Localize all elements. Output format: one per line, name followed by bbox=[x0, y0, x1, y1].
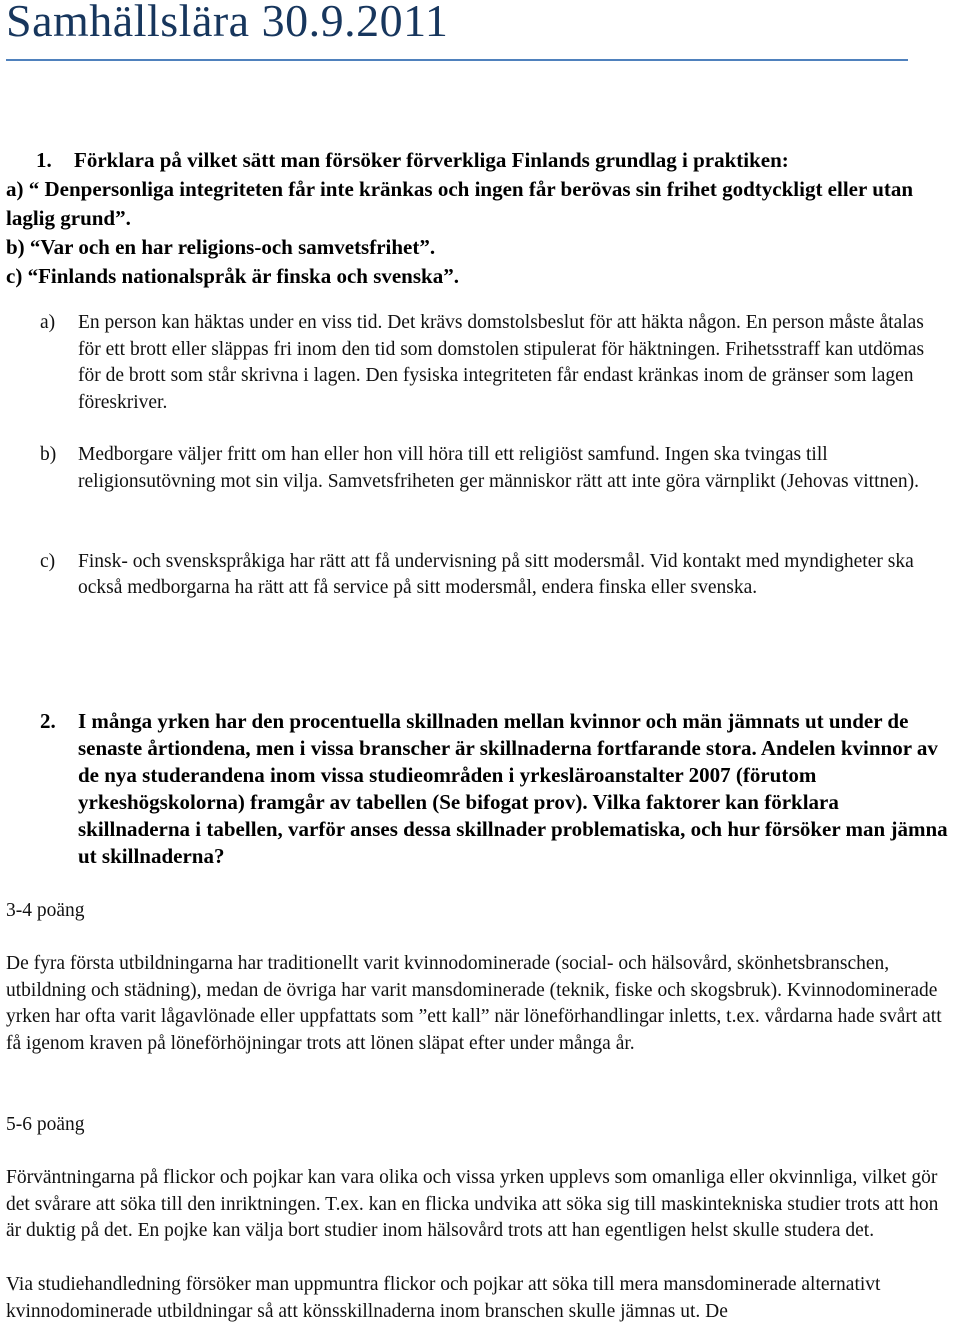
section-3-4-text: De fyra första utbildningarna har traditionellt varit kvinnodominerade (social- och hälsovård, skönhetsbranschen, utbildning och städning), medan de övriga har varit mansdominerade (teknik, fiske och skogsbruk). Kvinnodominerade yrken har ofta varit lågavlönade eller uppfattats som ”ett kall” när löneförhandlingar inletts, t.ex. vårdarna hade svårt att få igenom kraven på löneförhöjningar trots att lönen släpat efter under många år. bbox=[6, 953, 942, 1054]
question-2-text: I många yrken har den procentuella skillnaden mellan kvinnor och män jämnats ut under de senaste årtiondena, men i vissa branscher är skillnaderna fortfarande stora. Andelen kvinnor av de nya studerandena inom vissa studieområden i yrkesläroanstalter 2007 (förutom yrkeshögskolorna) framgår av tabellen (Se bifogat prov). Vilka faktorer kan förklara skillnaderna i tabellen, varför anses dessa skillnader problematiska, och hur försöker man jämna ut skillnaderna? bbox=[78, 709, 948, 868]
answer-a bbox=[40, 310, 950, 416]
answer-b-text: Medborgare väljer fritt om han eller hon vill höra till ett religiöst samfund. Ingen ska tvingas till religionsutövning mot sin vilja. Samvetsfriheten ger människor rätt att inte göra värnplikt (Jehovas vittnen). bbox=[78, 444, 920, 492]
question-1-answers bbox=[40, 310, 950, 602]
question-2-number: 2. bbox=[40, 709, 56, 733]
question-1-prompt: Förklara på vilket sätt man försöker förverkliga Finlands grundlag i praktiken: bbox=[74, 148, 789, 172]
page-title: Samhällslära 30.9.2011 bbox=[6, 0, 449, 46]
section-5-6-text-2: Via studiehandledning försöker man uppmuntra flickor och pojkar att söka till mera mansdominerade alternativt kvinnodominerade utbildningar så att könsskillnaderna inom branschen skulle jämnas ut. De bbox=[6, 1274, 881, 1322]
section-5-6-heading: 5-6 poäng bbox=[6, 1114, 85, 1135]
answer-c-label: c) bbox=[40, 550, 56, 572]
question-1-line-b: b) “Var och en har religions-och samvetsfrihet”. bbox=[6, 235, 436, 259]
section-3-4-heading: 3-4 poäng bbox=[6, 900, 85, 921]
answer-b bbox=[40, 442, 950, 495]
question-1 bbox=[6, 146, 946, 291]
question-1-line-c: c) “Finlands nationalspråk är finska och svenska”. bbox=[6, 264, 459, 288]
answer-a-text: En person kan häktas under en viss tid. Det krävs domstolsbeslut för att häkta någon. En person måste åtalas för ett brott eller släppas fri inom den tid som domstolen stipulerat för häktningen. Frihetsstraff kan utdömas för de brott som står skrivna i lagen. Den fysiska integriteten får endast kränkas inom de gränser som lagen föreskriver. bbox=[78, 312, 925, 413]
question-1-line-a: a) “ Denpersonliga integriteten får inte kränkas och ingen får berövas sin frihet godtyckligt eller utan laglig grund”. bbox=[6, 177, 914, 230]
question-1-number: 1. bbox=[36, 148, 52, 172]
question-2 bbox=[40, 708, 955, 870]
answer-b-label: b) bbox=[40, 444, 57, 466]
section-5-6-text-1: Förväntningarna på flickor och pojkar kan vara olika och vissa yrken upplevs som omanliga eller okvinnliga, vilket gör det svårare att söka till den inriktningen. T.ex. kan en flicka undvika att söka sig till maskintekniska studier trots att hon är duktig på det. En pojke kan välja bort studier inom hälsovård trots att han egentligen helst skulle studera det. bbox=[6, 1167, 939, 1242]
question-1-line-1 bbox=[6, 146, 946, 175]
answer-c bbox=[40, 549, 950, 602]
title-underline bbox=[6, 59, 908, 61]
answer-a-label: a) bbox=[40, 312, 56, 333]
answer-c-text: Finsk- och svenskspråkiga har rätt att få undervisning på sitt modersmål. Vid kontakt med myndigheter ska också medborgarna ha rätt att få service på sitt modersmål, endera finska eller svenska. bbox=[78, 550, 914, 599]
